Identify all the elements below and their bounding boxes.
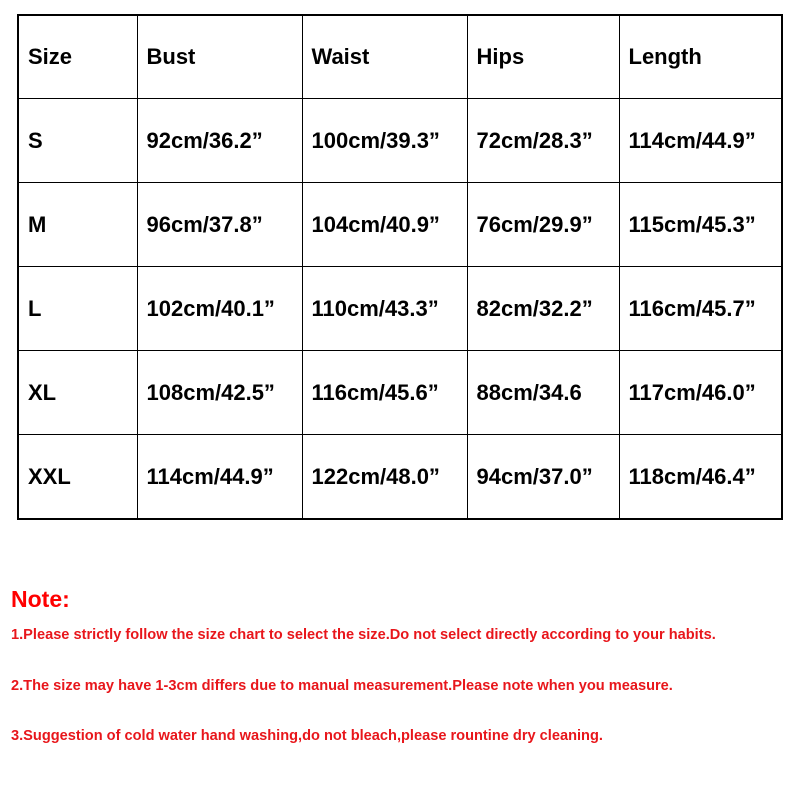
header-bust: Bust: [137, 15, 302, 99]
table-row: [18, 435, 782, 520]
length-cell: 117cm/46.0”: [619, 351, 782, 435]
size-chart-table: [17, 14, 783, 520]
waist-cell: 122cm/48.0”: [302, 435, 467, 520]
table-header-row: [18, 15, 782, 99]
size-cell: XL: [18, 351, 137, 435]
hips-cell: 76cm/29.9”: [467, 183, 619, 267]
header-hips: Hips: [467, 15, 619, 99]
bust-cell: 114cm/44.9”: [137, 435, 302, 520]
bust-cell: 96cm/37.8”: [137, 183, 302, 267]
hips-cell: 88cm/34.6: [467, 351, 619, 435]
table-row: [18, 267, 782, 351]
bust-cell: 108cm/42.5”: [137, 351, 302, 435]
bust-cell: 92cm/36.2”: [137, 99, 302, 183]
header-size: Size: [18, 15, 137, 99]
waist-cell: 100cm/39.3”: [302, 99, 467, 183]
table-row: [18, 99, 782, 183]
size-cell: M: [18, 183, 137, 267]
note-title: Note:: [11, 586, 70, 612]
length-cell: 115cm/45.3”: [619, 183, 782, 267]
length-cell: 116cm/45.7”: [619, 267, 782, 351]
hips-cell: 94cm/37.0”: [467, 435, 619, 520]
note-line-3: 3.Suggestion of cold water hand washing,do not bleach,please rountine dry cleaning.: [11, 728, 603, 744]
length-cell: 114cm/44.9”: [619, 99, 782, 183]
header-waist: Waist: [302, 15, 467, 99]
hips-cell: 82cm/32.2”: [467, 267, 619, 351]
waist-cell: 110cm/43.3”: [302, 267, 467, 351]
size-cell: XXL: [18, 435, 137, 520]
note-line-1: 1.Please strictly follow the size chart to select the size.Do not select directly according to your habits.: [11, 627, 716, 643]
waist-cell: 116cm/45.6”: [302, 351, 467, 435]
note-line-2: 2.The size may have 1-3cm differs due to manual measurement.Please note when you measure.: [11, 678, 673, 694]
size-cell: L: [18, 267, 137, 351]
table-row: [18, 351, 782, 435]
waist-cell: 104cm/40.9”: [302, 183, 467, 267]
length-cell: 118cm/46.4”: [619, 435, 782, 520]
table-row: [18, 183, 782, 267]
bust-cell: 102cm/40.1”: [137, 267, 302, 351]
header-length: Length: [619, 15, 782, 99]
hips-cell: 72cm/28.3”: [467, 99, 619, 183]
size-cell: S: [18, 99, 137, 183]
